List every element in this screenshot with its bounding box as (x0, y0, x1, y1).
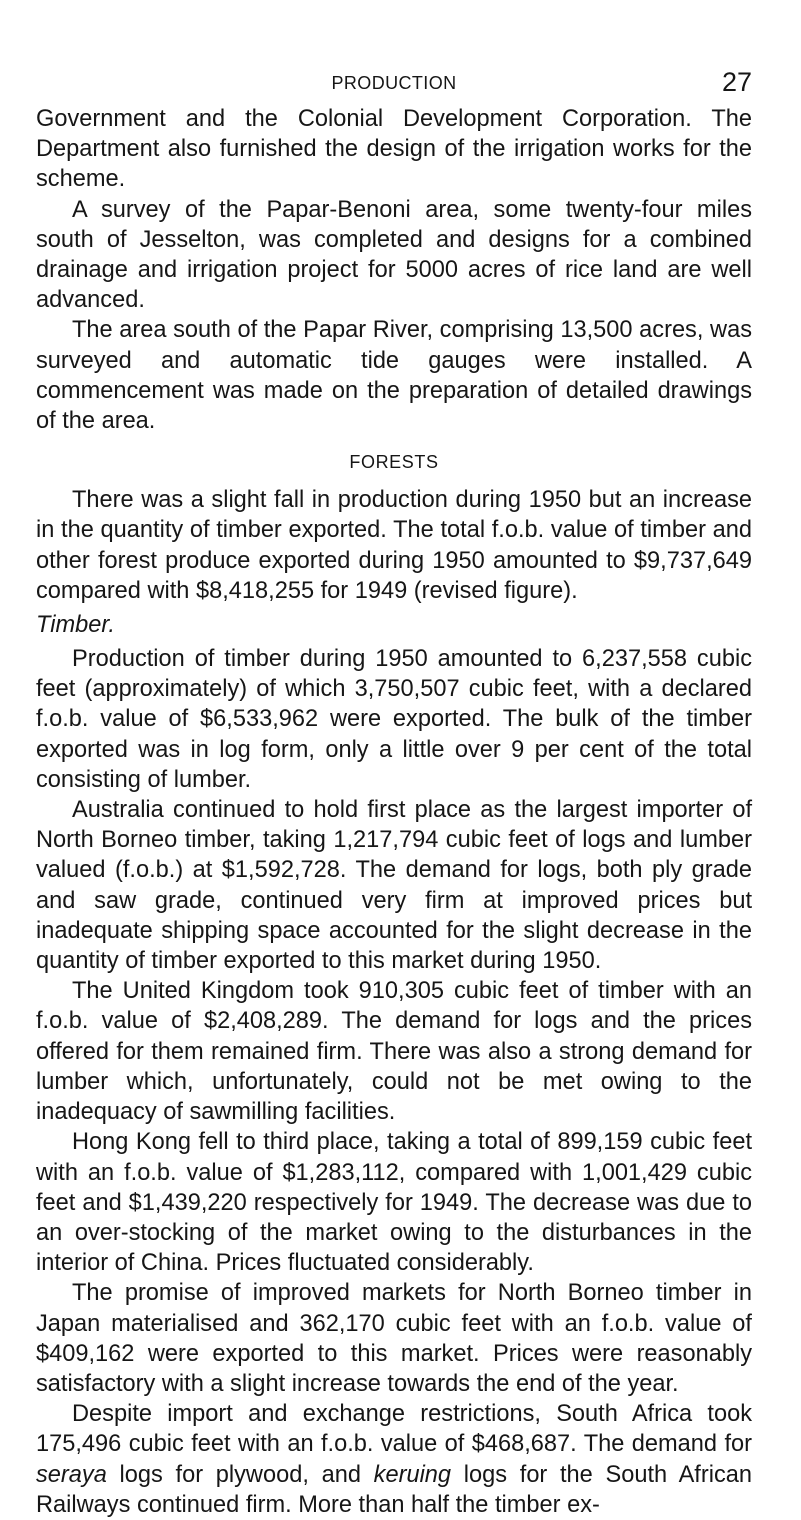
paragraph: The United Kingdom took 910,305 cubic feet of timber with an f.o.b. value of $2,408,289. The demand for logs and the prices offered for them remained firm. There was also a strong demand for lumber which, unfortunately, could not be met owing to the inadequacy of sawmilling facilities. (36, 978, 752, 1126)
paragraph: The area south of the Papar River, comprising 13,500 acres, was surveyed and automatic tide gauges were installed. A commencement was made on the preparation of detailed drawings of the area. (36, 317, 752, 435)
paragraph-text: logs for the South African Railways continued firm. More than half the timber ex- (36, 1461, 752, 1518)
running-title: PRODUCTION (331, 73, 457, 93)
species-seraya: seraya (36, 1461, 107, 1488)
page-number: 27 (721, 67, 752, 97)
running-header (36, 67, 752, 97)
paragraph-text: logs for plywood, and (106, 1461, 374, 1488)
species-keruing: keruing (373, 1461, 452, 1488)
paragraph: Production of timber during 1950 amounted to 6,237,558 cubic feet (approximately) of which 3,750,507 cubic feet, with a declared f.o.b. value of $6,533,962 were exported. The bulk of the timber exported was in log form, only a little over 9 per cent of the total consisting of lumber. (36, 646, 752, 793)
paragraph-text: Despite import and exchange restrictions, South Africa took 175,496 cubic feet with an f.o.b. value of $468,687. The demand for (36, 1401, 752, 1458)
paragraph: Hong Kong fell to third place, taking a total of 899,159 cubic feet with an f.o.b. value of $1,283,112, compared with 1,001,429 cubic feet and $1,439,220 respectively for 1949. The decrease was due to an over-stocking of the market owing to the disturbances in the interior of China. Prices fluctuated considerably. (36, 1129, 752, 1277)
subheading-timber: Timber. (36, 612, 115, 639)
paragraph: Government and the Colonial Development Corporation. The Department also furnished the design of the irrigation works for the scheme. (36, 106, 752, 193)
paragraph: A survey of the Papar-Benoni area, some twenty-four miles south of Jesselton, was completed and designs for a combined drainage and irrigation project for 5000 acres of rice land are well advanced. (36, 196, 752, 314)
paragraph: The promise of improved markets for North Borneo timber in Japan materialised and 362,170 cubic feet with an f.o.b. value of $409,162 were exported to this market. Prices were reasonably satisfactory with a slight increase towards the end of the year. (36, 1280, 752, 1397)
paragraph: Australia continued to hold first place as the largest importer of North Borneo timber, taking 1,217,794 cubic feet of logs and lumber valued (f.o.b.) at $1,592,728. The demand for logs, both ply grade and saw grade, continued very firm at improved prices but inadequate shipping space accounted for the slight decrease in the quantity of timber exported to this market during 1950. (36, 797, 752, 975)
paragraph (36, 1399, 752, 1520)
section-heading-forests: FORESTS (349, 452, 439, 473)
paragraph: There was a slight fall in production during 1950 but an increase in the quantity of timber exported. The total f.o.b. value of timber and other forest produce exported during 1950 amounted to $9,737,649 compared with $8,418,255 for 1949 (revised figure). (36, 487, 752, 604)
body-text (36, 104, 752, 1520)
